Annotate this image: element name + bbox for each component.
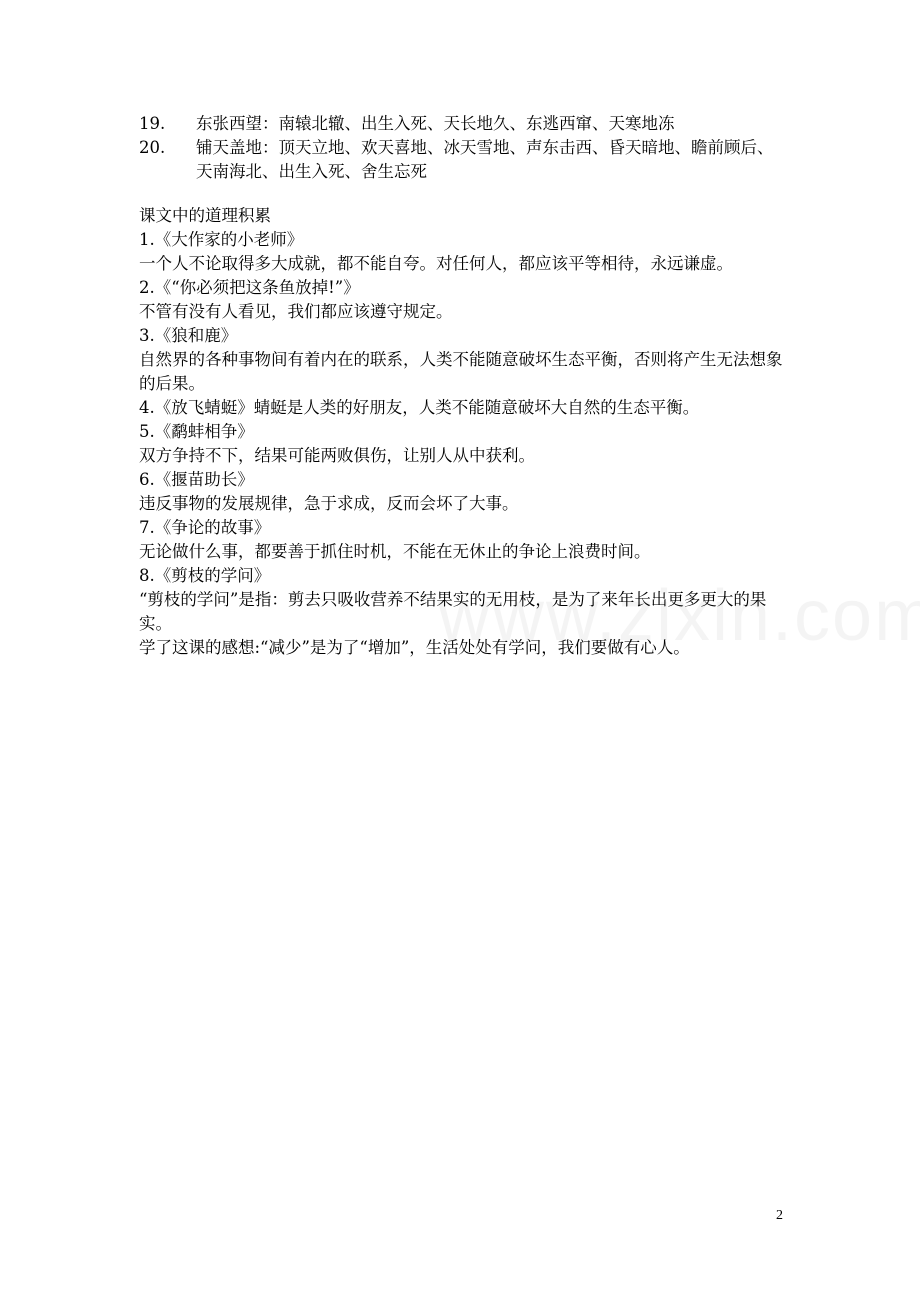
lesson-title-6: 6.《揠苗助长》: [139, 470, 254, 489]
lesson-text-2: 不管有没有人看见，我们都应该遵守规定。: [139, 302, 453, 321]
idiom-number: 20.: [139, 138, 166, 157]
lesson-title-3: 3.《狼和鹿》: [139, 326, 238, 345]
lesson-title-7: 7.《争论的故事》: [139, 518, 271, 537]
lesson-title-8: 8.《剪枝的学问》: [139, 566, 271, 585]
idiom-text: 东张西望：南辕北辙、出生入死、天长地久、东逃西窜、天寒地冻: [196, 114, 675, 133]
section-title: 课文中的道理积累: [139, 206, 271, 225]
lesson-title-5: 5.《鹬蚌相争》: [139, 422, 254, 441]
page-number: 2: [776, 1208, 783, 1223]
lesson-text-6: 违反事物的发展规律，急于求成，反而会坏了大事。: [139, 494, 519, 513]
idiom-item-20: [139, 136, 789, 184]
lesson-title-1: 1.《大作家的小老师》: [139, 230, 304, 249]
spacer: [139, 184, 789, 204]
lesson-title-2: 2.《“你必须把这条鱼放掉!”》: [139, 278, 360, 297]
lesson-text-5: 双方争持不下，结果可能两败俱伤，让别人从中获利。: [139, 446, 535, 465]
idiom-number: 19.: [139, 114, 166, 133]
idiom-text: 铺天盖地：顶天立地、欢天喜地、冰天雪地、声东击西、昏天暗地、瞻前顾后、天南海北、出生入死、舍生忘死: [196, 138, 774, 181]
lesson-title-4: 4.《放飞蜻蜓》蜻蜓是人类的好朋友，人类不能随意破坏大自然的生态平衡。: [139, 398, 700, 417]
lesson-text-7: 无论做什么事，都要善于抓住时机，不能在无休止的争论上浪费时间。: [139, 542, 651, 561]
idiom-item-19: [139, 112, 789, 136]
reflection-text: 学了这课的感想:“减少”是为了“增加”，生活处处有学问，我们要做有心人。: [139, 638, 690, 657]
lesson-text-8: “剪枝的学问”是指：剪去只吸收营养不结果实的无用枝，是为了来年长出更多更大的果实。: [139, 590, 767, 633]
watermark: [438, 575, 920, 657]
lesson-text-1: 一个人不论取得多大成就，都不能自夸。对任何人，都应该平等相待，永远谦虚。: [139, 254, 733, 273]
lesson-text-3: 自然界的各种事物间有着内在的联系，人类不能随意破坏生态平衡，否则将产生无法想象的后果。: [139, 350, 783, 393]
